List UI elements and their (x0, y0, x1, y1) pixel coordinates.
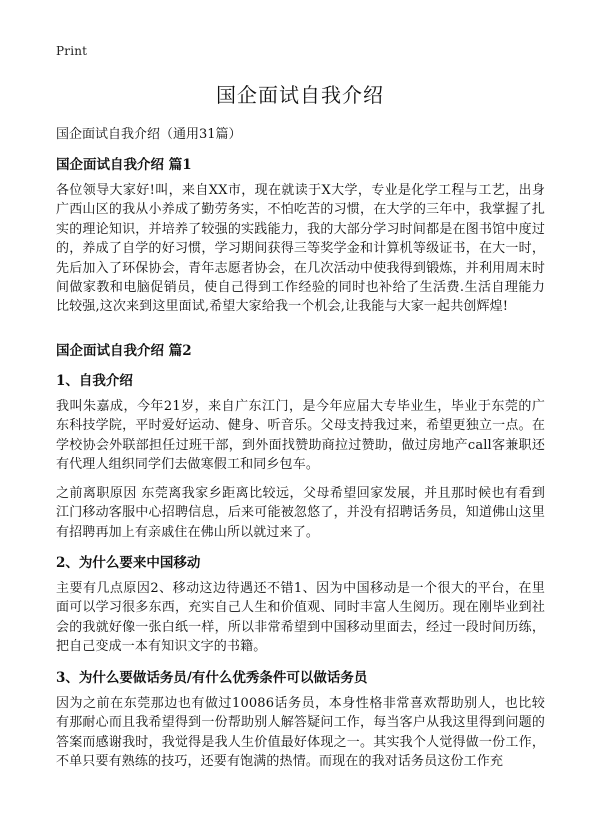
subsection-why-operator-heading: 3、为什么要做话务员/有什么优秀条件可以做话务员 (56, 670, 368, 686)
self-intro-paragraph-2: 之前离职原因 东莞离我家乡距离比较远，父母希望回家发展，并且那时候也有看到江门移动客服中心招聘信息，后来可能被忽悠了，并没有招聘话务员，知道佛山这里有招聘再加上有亲戚住在佛山所以就过来了。 (56, 486, 545, 540)
section-1-heading: 国企面试自我介绍 篇1 (56, 157, 192, 173)
why-china-mobile-paragraph: 主要有几点原因2、移动这边待遇还不错1、因为中国移动是一个很大的平台，在里面可以学习很多东西，充实自己人生和价值观、同时丰富人生阅历。现在刚毕业到社会的我就好像一张白纸一样，所以非常希望到中国移动里面去，经过一段时间历练，把自己变成一本有知识文字的书籍。 (56, 581, 545, 655)
subsection-self-intro-heading: 1、自我介绍 (56, 373, 133, 389)
document-subtitle: 国企面试自我介绍（通用31篇） (56, 127, 242, 142)
document-title: 国企面试自我介绍 (216, 83, 384, 107)
print-link[interactable]: Print (56, 44, 88, 58)
self-intro-paragraph-1: 我叫朱嘉成，今年21岁，来自广东江门，是今年应届大专毕业生，毕业于东莞的广东科技学院，平时爱好运动、健身、听音乐。父母支持我过来，希望更独立一点。在学校协会外联部担任过班干部，到外面找赞助商拉过赞助，做过房地产call客兼职还有代理人组织同学们去做寒假工和同乡包车。 (56, 399, 545, 473)
subsection-why-china-mobile-heading: 2、为什么要来中国移动 (56, 555, 201, 571)
why-operator-paragraph: 因为之前在东莞那边也有做过10086话务员，本身性格非常喜欢帮助别人，也比较有那耐心而且我希望得到一份帮助别人解答疑问工作，每当客户从我这里得到问题的答案而感谢我时，我觉得是我人生价值最好体现之一。其实我个人觉得做一份工作，不单只要有熟练的技巧，还要有饱满的热情。而现在的我对话务员这份工作充 (56, 696, 545, 770)
section-1-paragraph: 各位领导大家好!叫，来自XX市，现在就读于X大学，专业是化学工程与工艺，出身广西山区的我从小养成了勤劳务实，不怕吃苦的习惯，在大学的三年中，我掌握了扎实的理论知识，并培养了较强的实践能力，我的大部分学习时间都是在图书馆中度过的，养成了自学的好习惯，学习期间获得三等奖学金和计算机等级证书，在大一时，先后加入了环保协会，青年志愿者协会，在几次活动中使我得到锻炼，并利用周末时间做家教和电脑促销员，使自己得到工作经验的同时也补给了生活费.生活自理能力比较强,这次来到这里面试,希望大家给我一个机会,让我能与大家一起共创辉煌! (56, 183, 545, 315)
section-2-heading: 国企面试自我介绍 篇2 (56, 343, 192, 359)
